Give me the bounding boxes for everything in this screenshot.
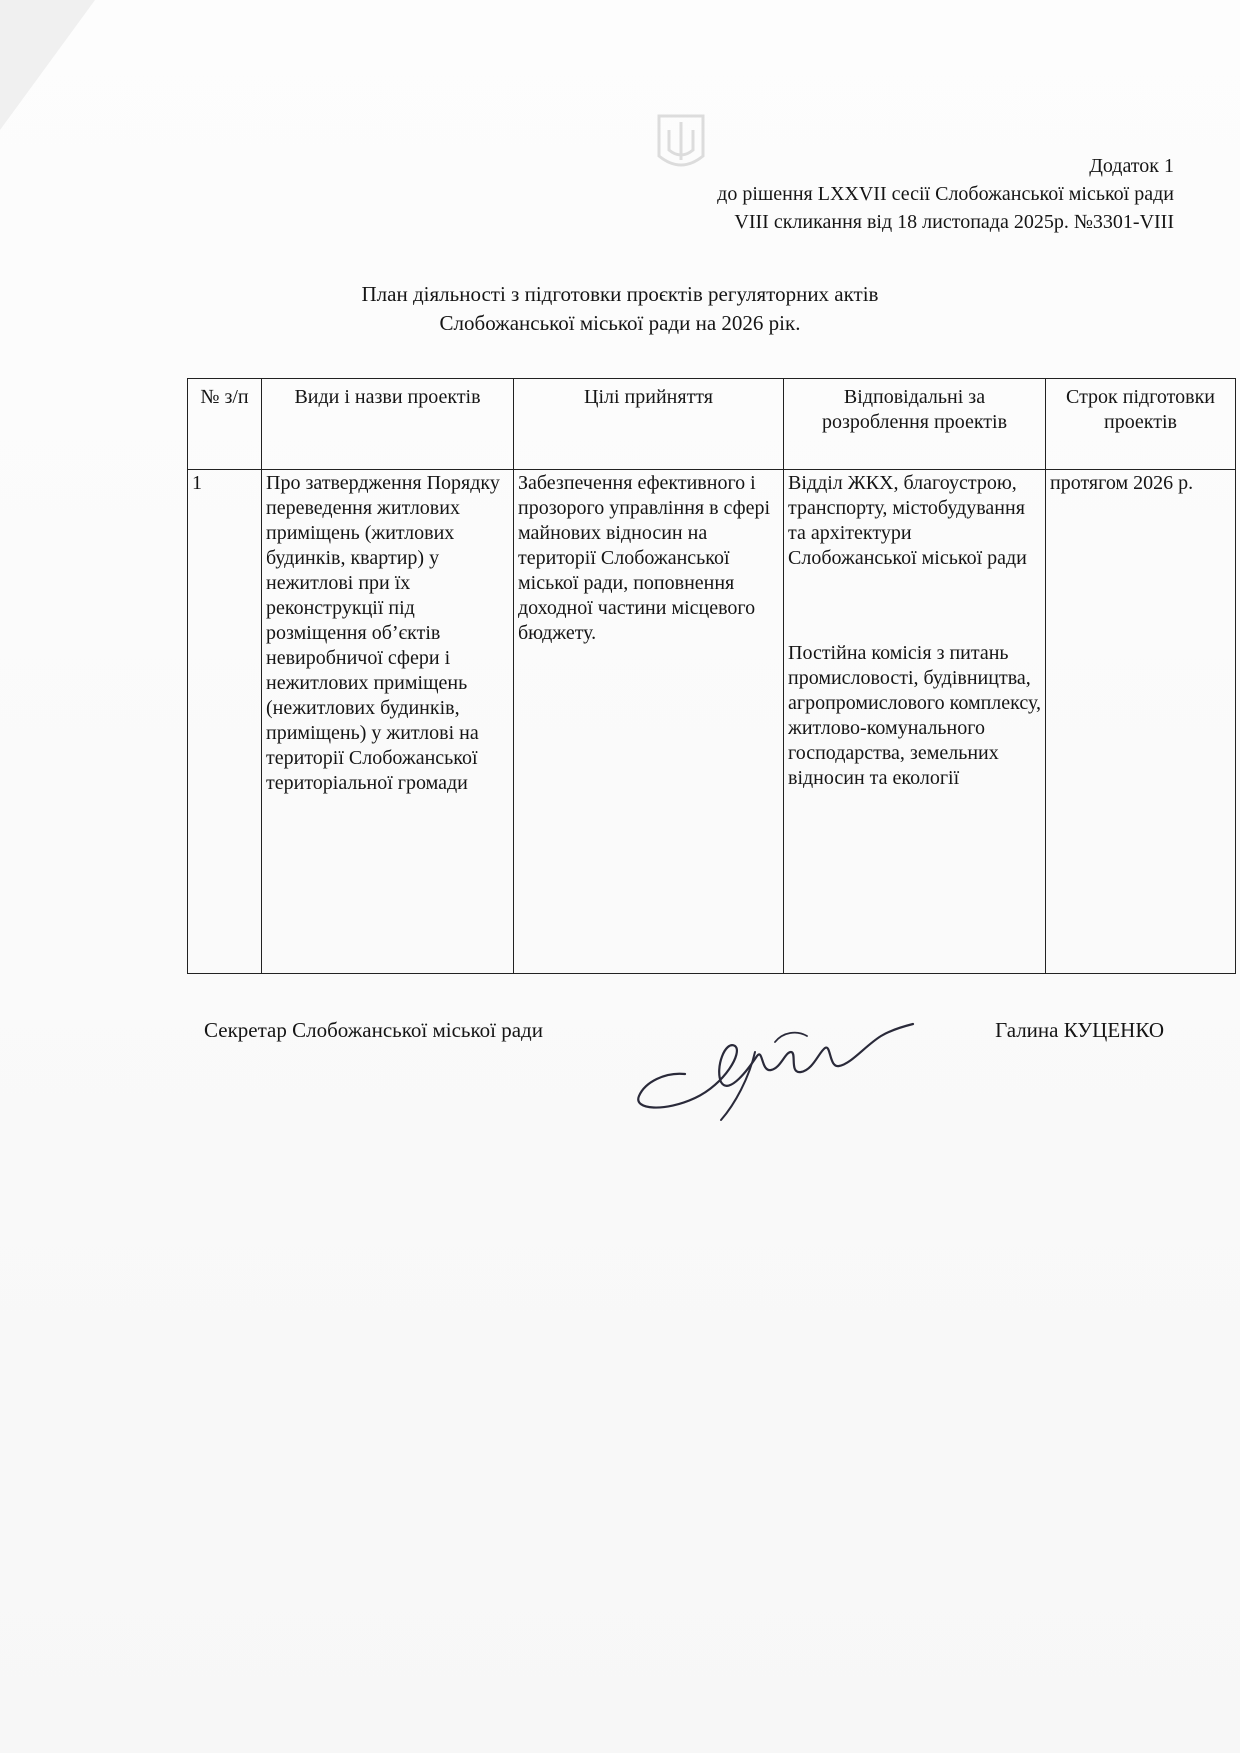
- plan-table: [187, 378, 1236, 974]
- signatory-name: Галина КУЦЕНКО: [995, 1018, 1164, 1042]
- header-responsible: Відповідальні за розроблення проектів: [784, 379, 1046, 470]
- addendum-line-1: Додаток 1: [1089, 155, 1174, 177]
- header-goal: Цілі прийняття: [514, 379, 784, 470]
- addendum-header: [717, 152, 1174, 236]
- cell-goal: Забезпечення ефективного і прозорого управління в сфері майнових відносин на території Слобожанської міської ради, поповнення доходної частини місцевого бюджету.: [514, 470, 784, 974]
- table-row: [188, 470, 1236, 974]
- responsible-commission: Постійна комісія з питань промисловості, будівництва, агропромислового комплексу, житлово-комунального господарства, земельних відносин та екології: [788, 642, 1041, 789]
- cell-term: протягом 2026 р.: [1046, 470, 1236, 974]
- header-name: Види і назви проектів: [262, 379, 514, 470]
- plan-title: [0, 280, 1240, 338]
- cell-responsible: [784, 470, 1046, 974]
- plan-title-line-2: Слобожанської міської ради на 2026 рік.: [439, 311, 801, 335]
- cell-spacer: [788, 571, 1041, 641]
- plan-title-line-1: План діяльності з підготовки проєктів регуляторних актів: [361, 282, 879, 306]
- cell-name: Про затвердження Порядку переведення житлових приміщень (житлових будинків, квартир) у нежитлові при їх реконструкції під розміщення об’єктів невиробничої сфери і нежитлових приміщень (нежитлових будинків, приміщень) у житлові на території Слобожанської територіальної громади: [262, 470, 514, 974]
- cell-num: 1: [188, 470, 262, 974]
- addendum-line-3: VIII скликання від 18 листопада 2025р. №3301-VIII: [734, 211, 1174, 233]
- handwritten-signature-icon: [625, 1012, 915, 1122]
- header-term: Строк підготовки проектів: [1046, 379, 1236, 470]
- signatory-position: Секретар Слобожанської міської ради: [204, 1018, 543, 1042]
- table-header-row: [188, 379, 1236, 470]
- addendum-line-2: до рішення LXXVII сесії Слобожанської міської ради: [717, 183, 1174, 205]
- header-num: № з/п: [188, 379, 262, 470]
- scan-fold-shadow: [0, 0, 95, 130]
- trident-emblem-icon: [655, 112, 707, 174]
- responsible-department: Відділ ЖКХ, благоустрою, транспорту, містобудування та архітектури Слобожанської міської ради: [788, 472, 1027, 569]
